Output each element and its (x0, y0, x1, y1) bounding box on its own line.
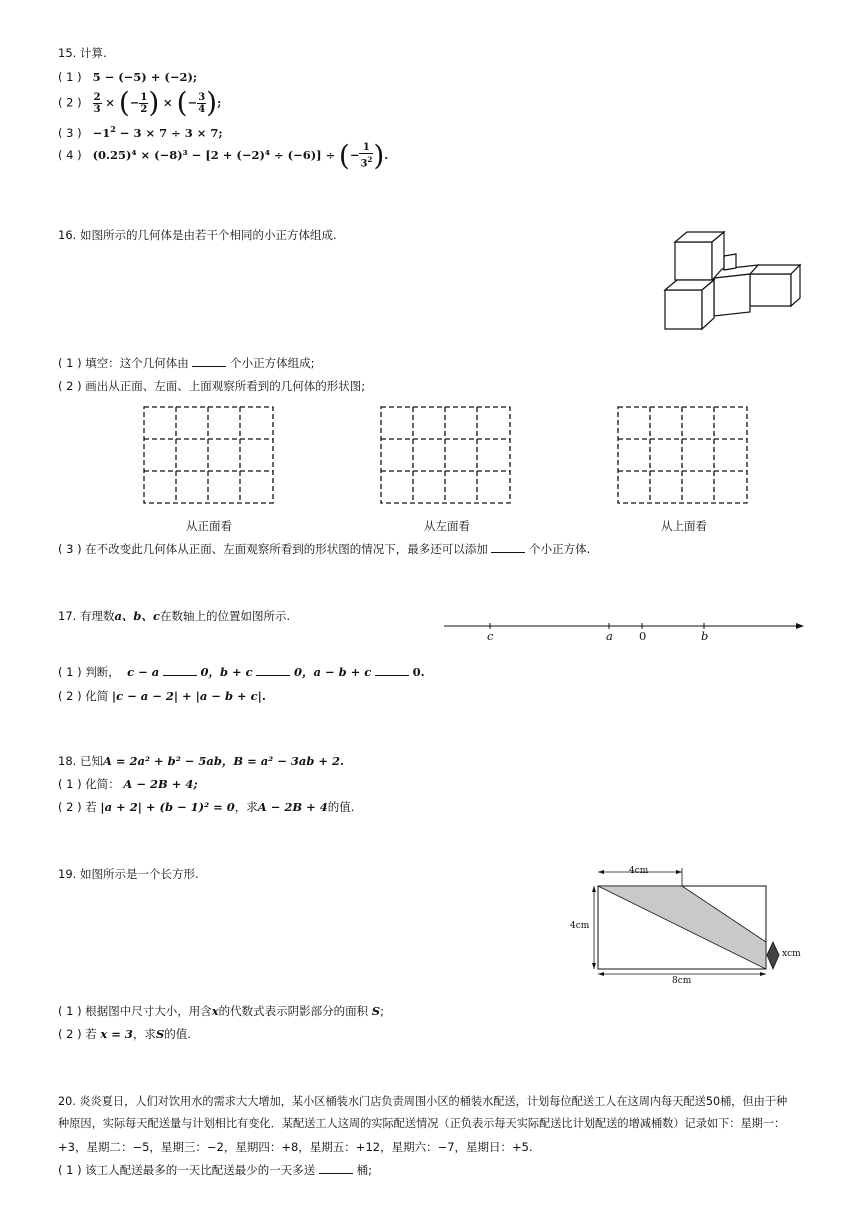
q18-part1-label: ( 1 ) 化简： (58, 777, 120, 791)
q18-part2-text: ，求 (234, 800, 258, 814)
fraction-2-3: $\frac{2}{3}$ (93, 91, 101, 115)
q19-title: 19. 如图所示是一个长方形. (58, 867, 199, 881)
q17-part1-label: ( 1 ) 判断， (58, 665, 120, 679)
axis-label-zero: 0 (639, 629, 647, 643)
q16-part3-text: ( 3 ) 在不改变此几何体从正面、左面观察所看到的形状图的情况下，最多还可以添加 (58, 542, 488, 556)
q18-title-text: 18. 已知 (58, 754, 103, 768)
q16-title: 16. 如图所示的几何体是由若干个相同的小正方体组成. (58, 228, 337, 242)
q16-part1-text-b: 个小正方体组成; (230, 356, 315, 370)
q15-part3-label: ( 3 ) (58, 125, 82, 140)
q19-part2-text: ，求 (132, 1027, 156, 1041)
q15-part3-exp: 2 (110, 124, 116, 134)
q15-part4: ( 4 ) (0.25)⁴ × (−8)³ − [2 + (−2)⁴ ÷ (−6)] ÷ (− $\frac{1}{3^2}$ ). (58, 138, 389, 172)
answer-blank[interactable] (491, 542, 525, 553)
q16-part1-text: ( 1 ) 填空：这个几何体由 (58, 356, 189, 370)
q20-line2: 种原因，实际每天配送量与计划相比有变化．某配送工人这周的实际配送情况（正负表示每天实际配送比计划配送的增减桶数）记录如下：星期一： (58, 1117, 786, 1130)
q15-part1-label: ( 1 ) (58, 70, 82, 84)
q19-part1-text-b: 的代数式表示阴影部分的面积 (218, 1004, 369, 1018)
expr-zero: 0. (412, 665, 425, 679)
fraction-3-4: $\frac{3}{4}$ (198, 91, 206, 115)
q17-part1 (58, 664, 425, 680)
number-line (444, 616, 806, 646)
label-left-view: 从左面看 (424, 519, 470, 533)
expr-c-minus-a: c − a (127, 665, 160, 679)
q18-part2 (58, 799, 354, 815)
q19-part2-label: ( 2 ) 若 (58, 1027, 97, 1041)
answer-blank[interactable] (192, 356, 226, 367)
q20-part1-text: ( 1 ) 该工人配送最多的一天比配送最少的一天多送 (58, 1163, 316, 1177)
var-s: S (155, 1027, 165, 1041)
q15-part4-expr: (0.25)⁴ × (−8)³ − [2 + (−2)⁴ ÷ (−6)] ÷ (92, 148, 336, 162)
label-front-view: 从正面看 (186, 519, 232, 533)
dim-bottom-8cm: 8cm (672, 976, 692, 986)
q15-part4-label: ( 4 ) (58, 148, 82, 162)
var-x: x (211, 1004, 219, 1018)
answer-blank[interactable] (163, 665, 197, 676)
q16-part3 (58, 541, 590, 557)
var-s: S (371, 1004, 381, 1018)
q19-part2-end: 的值. (164, 1027, 191, 1041)
fraction-1-3sq: $\frac{1}{3^2}$ (360, 141, 373, 170)
fraction-1-2: $\frac{1}{2}$ (140, 91, 148, 115)
q18-part1 (58, 776, 198, 792)
q19-part2 (58, 1026, 191, 1042)
q17-part2 (58, 688, 266, 704)
q18-part2-cond: |a + 2| + (b − 1)² = 0 (100, 800, 235, 814)
q17-title (58, 608, 290, 624)
q20-line3: +3，星期二：−5，星期三：−2，星期四：+8，星期五：+12，星期六：−7，星期日：+5. (58, 1140, 533, 1154)
q15-part1 (58, 69, 197, 85)
q15-part2: ( 2 ) $\frac{2}{3}$ × (− $\frac{1}{2}$ ) × (− $\frac{3}{4}$ ); (58, 86, 222, 119)
q17-title-b: 在数轴上的位置如图所示. (159, 609, 291, 623)
dim-left-4cm: 4cm (570, 921, 590, 931)
grid-front[interactable] (143, 406, 275, 504)
q20-part1-end: 桶; (356, 1163, 372, 1177)
cubes-figure (660, 228, 810, 338)
answer-blank[interactable] (319, 1163, 353, 1174)
q17-part2-label: ( 2 ) 化简 (58, 689, 109, 703)
q15-part3-expr-b: − 3 × 7 ÷ 3 × 7; (115, 125, 223, 140)
q18-part2-text-b: 的值. (327, 800, 355, 814)
q17-vars: a、b、c (114, 609, 160, 623)
q15-part3-expr-a: −1 (92, 125, 111, 140)
q18-title (58, 753, 344, 769)
answer-blank[interactable] (256, 665, 290, 676)
label-top-view: 从上面看 (661, 519, 707, 533)
q19-part2-cond: x = 3 (100, 1027, 133, 1041)
axis-label-c: c (487, 629, 494, 643)
q16-part2: ( 2 ) 画出从正面、左面、上面观察所看到的几何体的形状图; (58, 379, 366, 393)
q17-part2-expr: |c − a − 2| + |a − b + c|. (111, 689, 266, 703)
grid-top[interactable] (617, 406, 749, 504)
dim-right-xcm: xcm (782, 949, 801, 959)
axis-label-b: b (701, 629, 709, 643)
q20-line1: 20. 炎炎夏日，人们对饮用水的需求大大增加，某小区桶装水门店负责周围小区的桶装水配送，计划每位配送工人在这周内每天配送50桶，但由于种 (58, 1095, 788, 1108)
expr-a-minus-b-plus-c: 0，a − b + c (294, 665, 372, 679)
q16-part3-text-b: 个小正方体. (529, 542, 591, 556)
q20-part1 (58, 1162, 372, 1178)
q15-part3 (58, 121, 223, 141)
q18-part2-label: ( 2 ) 若 (58, 800, 97, 814)
q19-part1-text: ( 1 ) 根据图中尺寸大小，用含 (58, 1004, 212, 1018)
q16-part1 (58, 355, 314, 371)
expr-b-plus-c: 0，b + c (200, 665, 253, 679)
q18-definitions: A = 2a² + b² − 5ab，B = a² − 3ab + 2. (102, 754, 345, 768)
dim-top-4cm: 4cm (629, 866, 649, 876)
q18-part1-expr: A − 2B + 4; (123, 777, 198, 791)
q15-part2-label: ( 2 ) (58, 95, 82, 110)
q15-title: 15. 计算. (58, 46, 107, 60)
q17-title-a: 17. 有理数 (58, 609, 115, 623)
q18-part2-expr: A − 2B + 4 (257, 800, 328, 814)
axis-label-a: a (606, 629, 613, 643)
q19-part1 (58, 1003, 384, 1019)
q15-part1-expr: 5 − (−5) + (−2); (92, 70, 198, 84)
answer-blank[interactable] (375, 665, 409, 676)
q19-part1-end: ; (380, 1004, 384, 1018)
grid-left[interactable] (380, 406, 512, 504)
